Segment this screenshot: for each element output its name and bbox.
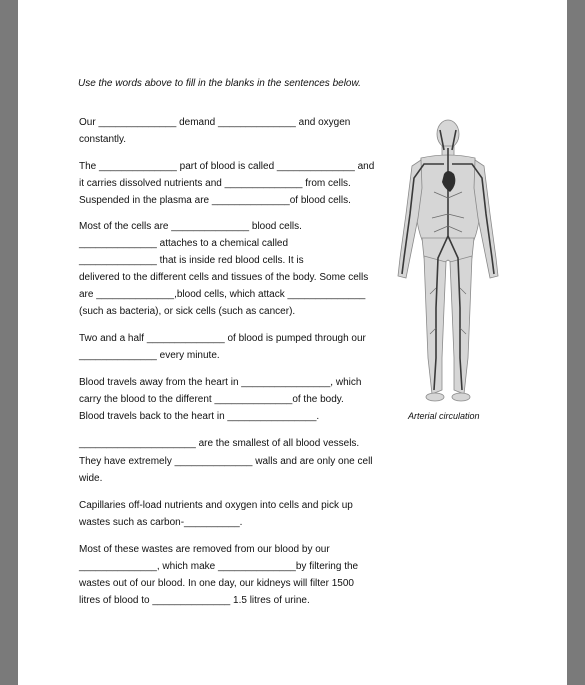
text-line: ______________ every minute. xyxy=(79,350,220,361)
text-line: _____________________ are the smallest of all blood vessels. xyxy=(79,438,360,449)
text-line: The ______________ part of blood is called ______________ and xyxy=(79,161,375,172)
text-line: ______________ that is inside red blood cells. It is xyxy=(79,255,304,266)
text-line: Most of the cells are ______________ blood cells. xyxy=(79,221,302,232)
text-line: delivered to the different cells and tissues of the body. Some cells xyxy=(79,272,369,283)
text-line: Most of these wastes are removed from our blood by our xyxy=(79,544,330,555)
text-line: Capillaries off-load nutrients and oxygen into cells and pick up xyxy=(79,500,353,511)
text-line: Blood travels back to the heart in ________________. xyxy=(79,411,320,422)
text-line: ______________, which make ______________by filtering the xyxy=(79,561,359,572)
text-line: They have extremely ______________ walls and are only one cell xyxy=(79,456,373,467)
worksheet-page xyxy=(18,0,567,685)
text-line: constantly. xyxy=(79,134,127,145)
text-line: ______________ attaches to a chemical called xyxy=(79,238,289,249)
text-line: wastes out of our blood. In one day, our kidneys will filter 1500 xyxy=(79,578,354,589)
instruction-text: Use the words above to fill in the blanks in the sentences below. xyxy=(78,78,361,89)
text-line: litres of blood to ______________ 1.5 litres of urine. xyxy=(79,595,310,606)
text-line: it carries dissolved nutrients and ______________ from cells. xyxy=(79,178,351,189)
text-line: wastes such as carbon-__________. xyxy=(79,517,243,528)
left-foot-shape xyxy=(426,393,444,401)
figure-caption: Arterial circulation xyxy=(408,411,480,421)
text-line: carry the blood to the different ______________of the body. xyxy=(79,394,344,405)
text-line: Our ______________ demand ______________ and oxygen xyxy=(79,117,351,128)
text-line: Suspended in the plasma are ______________of blood cells. xyxy=(79,195,351,206)
text-line: Two and a half ______________ of blood is pumped through our xyxy=(79,333,366,344)
right-foot-shape xyxy=(452,393,470,401)
text-line: are ______________,blood cells, which attack ______________ xyxy=(79,289,366,300)
text-line: Blood travels away from the heart in ________________, which xyxy=(79,377,362,388)
arterial-circulation-figure xyxy=(388,118,508,408)
text-line: wide. xyxy=(79,473,103,484)
text-line: (such as bacteria), or sick cells (such as cancer). xyxy=(79,306,296,317)
